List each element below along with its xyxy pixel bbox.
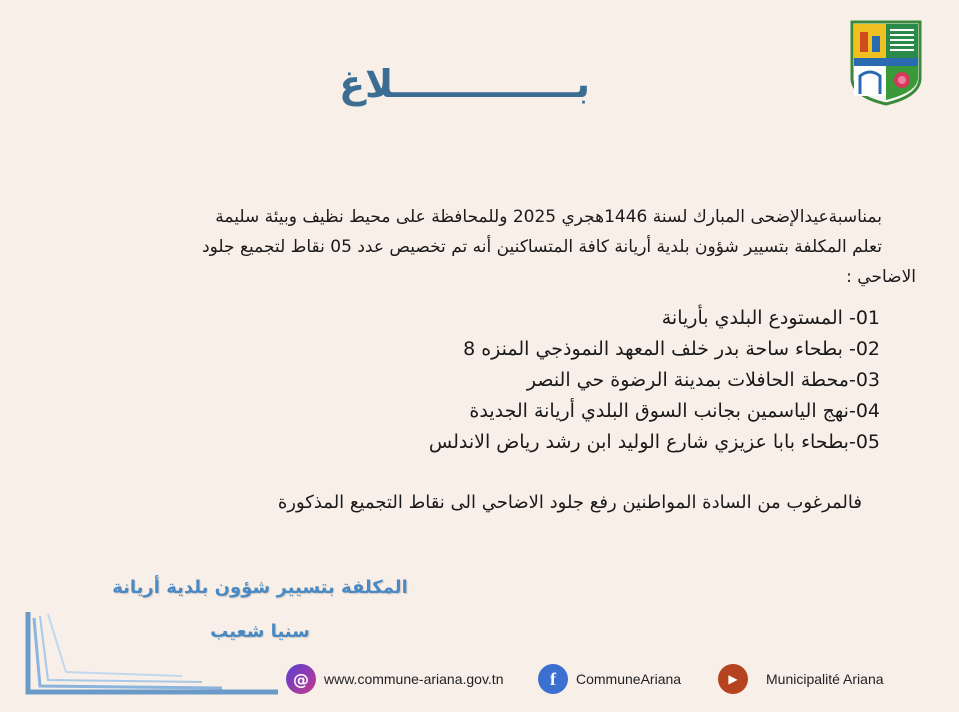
list-item: 04-نهج الياسمين بجانب السوق البلدي أريانة الجديدة xyxy=(469,400,880,422)
announcement-title: بــــــــــــــلاغ xyxy=(339,62,590,106)
youtube-link[interactable]: Municipalité Ariana xyxy=(766,671,884,687)
list-item: 05-بطحاء بابا عزيزي شارع الوليد ابن رشد رياض الاندلس xyxy=(428,431,880,453)
list-item: 03-محطة الحافلات بمدينة الرضوة حي النصر xyxy=(526,369,880,391)
footer-youtube[interactable] xyxy=(718,662,884,696)
footer-website[interactable] xyxy=(286,662,503,696)
facebook-icon: f xyxy=(538,664,568,694)
intro-line-2: تعلم المكلفة بتسيير شؤون بلدية أريانة كافة المتساكنين أنه تم تخصيص عدد 05 نقاط لتجميع جلود xyxy=(202,237,882,257)
intro-line-3: الاضاحي : xyxy=(846,267,916,287)
decorative-corner-lines xyxy=(22,610,282,700)
signature-role: المكلفة بتسيير شؤون بلدية أريانة xyxy=(112,577,408,598)
footer-facebook[interactable] xyxy=(538,662,681,696)
closing-statement: فالمرغوب من السادة المواطنين رفع جلود الاضاحي الى نقاط التجميع المذكورة xyxy=(277,492,862,513)
intro-line-1: بمناسبةعيدالإضحى المبارك لسنة 1446هجري 2025 وللمحافظة على محيط نظيف وبيئة سليمة xyxy=(215,207,882,227)
facebook-link[interactable]: CommuneAriana xyxy=(576,671,682,687)
at-sign-icon: @ xyxy=(286,664,316,694)
municipality-logo-icon xyxy=(850,20,922,106)
list-item: 01- المستودع البلدي بأريانة xyxy=(661,307,880,329)
signature-name: سنيا شعيب xyxy=(210,621,310,642)
list-item: 02- بطحاء ساحة بدر خلف المعهد النموذجي المنزه 8 xyxy=(463,338,880,360)
youtube-play-icon: ▶ xyxy=(718,664,748,694)
collection-points-list xyxy=(300,303,880,458)
announcement-body xyxy=(60,202,916,292)
footer-bar xyxy=(282,662,922,696)
website-link[interactable]: www.commune-ariana.gov.tn xyxy=(324,671,504,687)
